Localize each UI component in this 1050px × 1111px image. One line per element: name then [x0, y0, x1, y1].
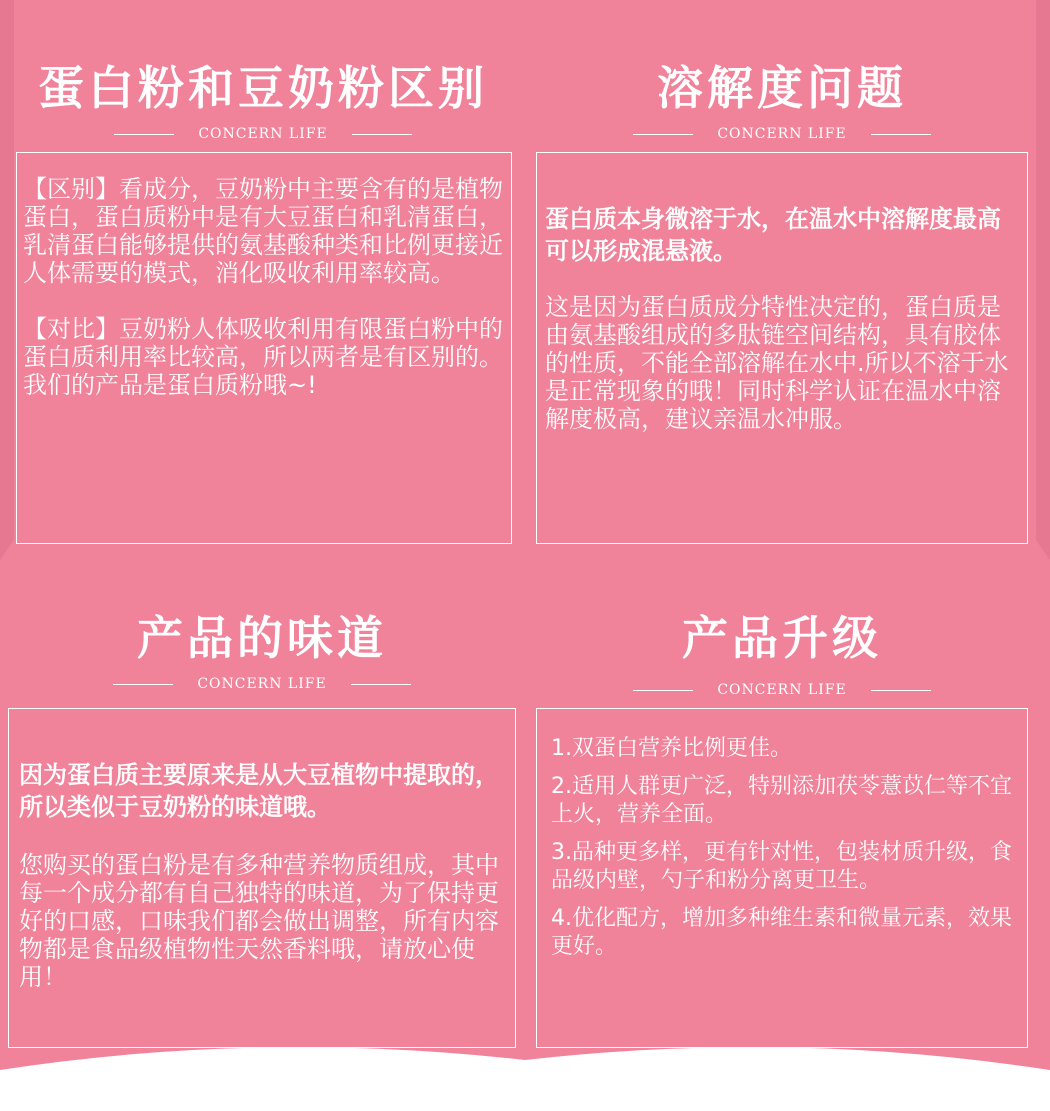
- subtitle: CONCERN LIFE: [717, 682, 847, 698]
- panel-title: 蛋白粉和豆奶粉区别: [38, 61, 488, 115]
- subtitle-row: [14, 126, 512, 142]
- panel-title: 溶解度问题: [657, 61, 907, 115]
- divider-line: [352, 134, 412, 135]
- list-item: 2.适用人群更广泛，特别添加茯苓薏苡仁等不宜上火，营养全面。: [551, 774, 1012, 827]
- subtitle-row: [536, 682, 1028, 698]
- divider-line: [871, 690, 931, 691]
- subtitle-row: [536, 126, 1028, 142]
- subtitle: CONCERN LIFE: [198, 126, 328, 142]
- subtitle: CONCERN LIFE: [197, 676, 327, 692]
- content-box: [536, 152, 1028, 544]
- divider-line: [871, 134, 931, 135]
- subtitle: CONCERN LIFE: [717, 126, 847, 142]
- panel-solubility: [536, 60, 1028, 545]
- content-box: [16, 152, 512, 544]
- content-box: [8, 708, 516, 1048]
- subtitle-row: [8, 676, 516, 692]
- panel-title: 产品升级: [682, 611, 882, 665]
- lead-text: 因为蛋白质主要原来是从大豆植物中提取的，所以类似于豆奶粉的味道哦。: [19, 761, 499, 821]
- divider-line: [633, 690, 693, 691]
- paragraph: 您购买的蛋白粉是有多种营养物质组成，其中每一个成分都有自己独特的味道，为了保持更好的口感，口味我们都会做出调整，所有内容物都是食品级植物性天然香料哦，请放心使用！: [19, 851, 499, 991]
- paragraph: 【对比】豆奶粉人体吸收利用有限蛋白粉中的蛋白质利用率比较高，所以两者是有区别的。我们的产品是蛋白质粉哦~!: [23, 315, 503, 399]
- content-box: [536, 708, 1028, 1048]
- lead-text: 蛋白质本身微溶于水，在温水中溶解度最高可以形成混悬液。: [545, 205, 1001, 265]
- list-item: 4.优化配方，增加多种维生素和微量元素，效果更好。: [551, 906, 1012, 959]
- list-item: 1.双蛋白营养比例更佳。: [551, 736, 792, 761]
- panel-upgrade: [536, 610, 1028, 1050]
- paragraph: 这是因为蛋白质成分特性决定的，蛋白质是由氨基酸组成的多肽链空间结构，具有胶体的性质，不能全部溶解在水中.所以不溶于水是正常现象的哦！同时科学认证在温水中溶解度极高，建议亲温水冲服。: [545, 293, 1009, 433]
- paragraph: 【区别】看成分，豆奶粉中主要含有的是植物蛋白，蛋白质粉中是有大豆蛋白和乳清蛋白，乳清蛋白能够提供的氨基酸种类和比例更接近人体需要的模式，消化吸收利用率较高。: [23, 175, 503, 287]
- divider-line: [114, 134, 174, 135]
- panel-taste: [8, 610, 516, 1050]
- divider-line: [113, 684, 173, 685]
- panel-protein-vs-soy: [14, 60, 512, 545]
- divider-line: [633, 134, 693, 135]
- divider-line: [351, 684, 411, 685]
- panel-title: 产品的味道: [137, 611, 387, 665]
- list-item: 3.品种更多样，更有针对性，包装材质升级，食品级内壁，勺子和粉分离更卫生。: [551, 840, 1012, 893]
